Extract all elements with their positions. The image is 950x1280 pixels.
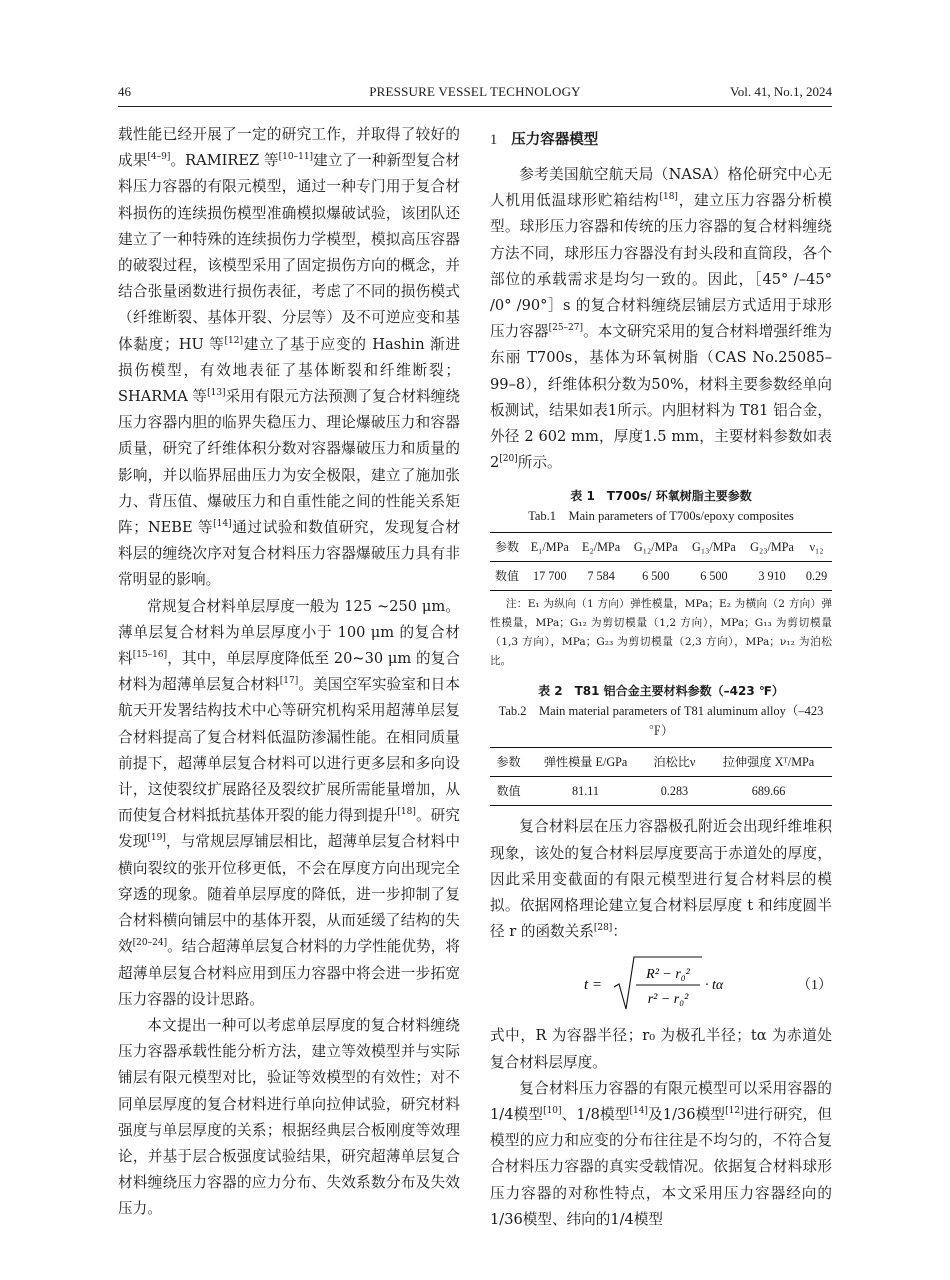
volume-info: Vol. 41, No.1, 2024	[730, 84, 832, 99]
section-number: 1	[490, 132, 498, 148]
text: ，建立压力容器分析模型。球形压力容器和传统的压力容器的复合材料缠绕方法不同，球形压力容器没有封头段和直筒段，各个部位的承载需求是均匀一致的。因此，［45° /–45° /0° /90°］s 的复合材料缠绕层铺层方式适用于球形压力容器	[490, 192, 832, 341]
text: 。研究发现	[118, 807, 460, 851]
citation[interactable]: [18]	[397, 807, 416, 818]
running-header	[118, 84, 832, 107]
paragraph	[118, 122, 460, 594]
table1-caption-en: Tab.1 Main parameters of T700s/epoxy composites	[528, 509, 794, 524]
page-number: 46	[118, 84, 131, 99]
eq-denominator: r² − r₀²	[647, 992, 689, 1008]
section-heading	[490, 128, 832, 152]
citation[interactable]: [25–27]	[548, 323, 584, 334]
citation[interactable]: [20]	[499, 454, 518, 465]
eq-lhs: t =	[584, 977, 603, 994]
text: 。美国空军实验室和日本航天开发署结构技术中心等研究机构采用超薄单层复合材料提高了复合材料低温防渗漏性能。在相同质量前提下，超薄单层复合材料可以进行更多层和多向设计，这使裂纹扩展路径及裂纹扩展所需能量增加，从而使复合材料抵抗基体开裂的能力得到提升	[118, 676, 460, 825]
table-cell: 数值	[490, 562, 524, 591]
table1	[490, 532, 832, 591]
citation[interactable]: [4–9]	[147, 152, 171, 163]
table-header: 参数	[490, 748, 527, 777]
text: 。结合超薄单层复合材料的力学性能优势，将超薄单层复合材料应用到压力容器中将会进一步拓宽压力容器的设计思路。	[118, 938, 460, 1008]
text: 建立了基于应变的 Hashin 渐进损伤模型，有效地表征了基体断裂和纤维断裂；SHARMA 等	[118, 335, 460, 406]
text: 复合材料压力容器的有限元模型可以采用容器的1/4模型	[490, 1079, 832, 1124]
section-title: 压力容器模型	[511, 132, 599, 148]
table-header: G₁₃/MPa	[685, 533, 743, 562]
table-header: E₁/MPa	[524, 533, 575, 562]
paragraph	[490, 814, 832, 945]
text: 常规复合材料单层厚度一般为 125 ~250 μm。薄单层复合材料为单层厚度小于 100 μm 的复合材料	[118, 597, 460, 668]
right-column	[490, 122, 832, 1233]
table-cell: 6 500	[685, 562, 743, 591]
table-header: G₁₂/MPa	[627, 533, 685, 562]
text: 。本文研究采用的复合材料增强纤维为东丽 T700s，基体为环氧树脂（CAS No.25085–99–8），纤维体积分数为50%，材料主要参数经单向板测试，结果如表1所示。内胆材料为 T81 铝合金，外径 2 602 mm，厚度1.5 mm，主要材料参数如表2	[490, 323, 832, 472]
table-cell: 17 700	[524, 562, 575, 591]
table-cell: 数值	[490, 777, 527, 806]
table-header: 泊松比ν	[644, 748, 705, 777]
paragraph	[118, 594, 460, 1013]
text: 通过试验和数值研究，发现复合材料层的缠绕次序对复合材料压力容器爆破压力具有非常明显的影响。	[118, 519, 460, 589]
citation[interactable]: [14]	[629, 1106, 648, 1117]
table-row	[490, 562, 832, 591]
text: 所示。	[517, 454, 562, 472]
table-cell: 7 584	[575, 562, 626, 591]
paragraph: 本文提出一种可以考虑单层厚度的复合材料缠绕压力容器承载性能分析方法，建立等效模型并与实际铺层有限元模型对比，验证等效模型的有效性；对不同单层厚度的复合材料进行单向拉伸试验，研究材料强度与单层厚度的关系；根据经典层合板刚度等效理论，并基于层合板强度试验结果，研究超薄单层复合材料缠绕压力容器的应力分布、失效系数分布及失效压力。	[118, 1016, 460, 1218]
citation[interactable]: [17]	[279, 676, 299, 687]
table-header: 参数	[490, 533, 524, 562]
table-header-row	[490, 533, 832, 562]
citation[interactable]: [18]	[659, 192, 678, 203]
table-row	[490, 777, 832, 806]
equation-graphic	[584, 951, 734, 1021]
citation[interactable]: [20–24]	[132, 938, 168, 949]
text: 。RAMIREZ 等	[170, 152, 279, 170]
citation[interactable]: [28]	[593, 923, 613, 934]
text: ：	[612, 923, 627, 941]
table-header: 拉伸强度 Xᵀ/MPa	[705, 748, 832, 777]
citation[interactable]: [14]	[213, 519, 232, 530]
citation[interactable]: [12]	[725, 1106, 744, 1117]
citation[interactable]: [12]	[224, 335, 244, 346]
citation[interactable]: [13]	[207, 388, 226, 399]
text: 建立了一种新型复合材料压力容器的有限元模型，通过一种专门用于复合材料损伤的连续损伤模型准确模拟爆破试验，该团队还建立了一种特殊的连续损伤力学模型，模拟高压容器的破裂过程，该模型采用了固定损伤方向的概念，并结合张量函数进行损伤表征，考虑了不同的损伤模式（纤维断裂、基体开裂、分层等）及不可逆应变和基体黏度；HU 等	[118, 152, 460, 353]
text: ，与常规层厚铺层相比，超薄单层复合材料中横向裂纹的张开位移更低，不会在厚度方向出现完全穿透的现象。随着单层厚度的降低，进一步抑制了复合材料横向铺层中的基体开裂，从而延缓了结构的失效	[118, 833, 460, 956]
table2-caption-cn: 表 2 T81 铝合金主要材料参数（–423 ℉）	[538, 684, 784, 699]
table-header: ν₁₂	[801, 533, 832, 562]
table2-caption-en: Tab.2 Main material parameters of T81 aluminum alloy（–423 ℉）	[498, 704, 824, 739]
eq-tail: · tα	[705, 978, 724, 994]
table-cell: 6 500	[627, 562, 685, 591]
table-cell: 0.283	[644, 777, 705, 806]
table-cell: 3 910	[743, 562, 801, 591]
text: 参考美国航空航天局（NASA）格伦研究中心无人机用低温球形贮箱结构	[490, 166, 832, 210]
citation[interactable]: [19]	[147, 833, 166, 844]
text: 采用有限元方法预测了复合材料缠绕压力容器内胆的临界失稳压力、理论爆破压力和容器质量，研究了纤维体积分数对容器爆破压力和质量的影响，并以临界屈曲压力为安全极限，建立了施加张力、背压值、爆破压力和自重性能之间的性能关系矩阵；NEBE 等	[118, 388, 460, 537]
paragraph: 式中，R 为容器半径；r₀ 为极孔半径；tα 为赤道处复合材料层厚度。	[490, 1027, 832, 1071]
citation[interactable]: [15–16]	[132, 650, 168, 661]
journal-title: PRESSURE VESSEL TECHNOLOGY	[369, 84, 581, 99]
table-header: G₂₃/MPa	[743, 533, 801, 562]
table1-note: 注：E₁ 为纵向（1 方向）弹性模量，MPa；E₂ 为横向（2 方向）弹性模量，MPa；G₁₂ 为剪切模量（1,2 方向），MPa；G₁₃ 为剪切模量（1,3 方向），MPa；G₂₃ 为剪切模量（2,3 方向），MPa；ν₁₂ 为泊松比。	[490, 598, 832, 668]
eq-numerator: R² − r₀²	[646, 967, 690, 983]
paragraph	[490, 162, 832, 476]
text: 及1/36模型	[647, 1106, 726, 1124]
table-cell: 689.66	[705, 777, 832, 806]
table-cell: 81.11	[527, 777, 644, 806]
table-header: E₂/MPa	[575, 533, 626, 562]
table1-caption-cn: 表 1 T700s/ 环氧树脂主要参数	[570, 489, 752, 504]
table-cell: 0.29	[801, 562, 832, 591]
text: 进行研究，但模型的应力和应变的分布往往是不均匀的，不符合复合材料压力容器的真实受载情况。依据复合材料球形压力容器的对称性特点，本文采用压力容器经向的1/36模型、纬向的1/4模型	[490, 1106, 832, 1228]
citation[interactable]: [10]	[543, 1106, 562, 1117]
table-header: 弹性模量 E/GPa	[527, 748, 644, 777]
text: ，其中，单层厚度降低至 20~30 μm 的复合材料为超薄单层复合材料	[118, 650, 460, 694]
equation-number: （1）	[797, 978, 832, 994]
text: 载性能已经开展了一定的研究工作，并取得了较好的成果	[118, 126, 460, 170]
paragraph	[490, 1076, 832, 1233]
text: 、1/8模型	[561, 1106, 630, 1124]
equation-1	[490, 951, 832, 1021]
text: 复合材料层在压力容器极孔附近会出现纤维堆积现象，该处的复合材料层厚度要高于赤道处的厚度，因此采用变截面的有限元模型进行复合材料层的模拟。依据网格理论建立复合材料层厚度 t 和纬度圆半径 r 的函数关系	[490, 818, 832, 941]
table2	[490, 747, 832, 806]
left-column	[118, 122, 460, 1223]
citation[interactable]: [10–11]	[278, 152, 314, 163]
table-header-row	[490, 748, 832, 777]
